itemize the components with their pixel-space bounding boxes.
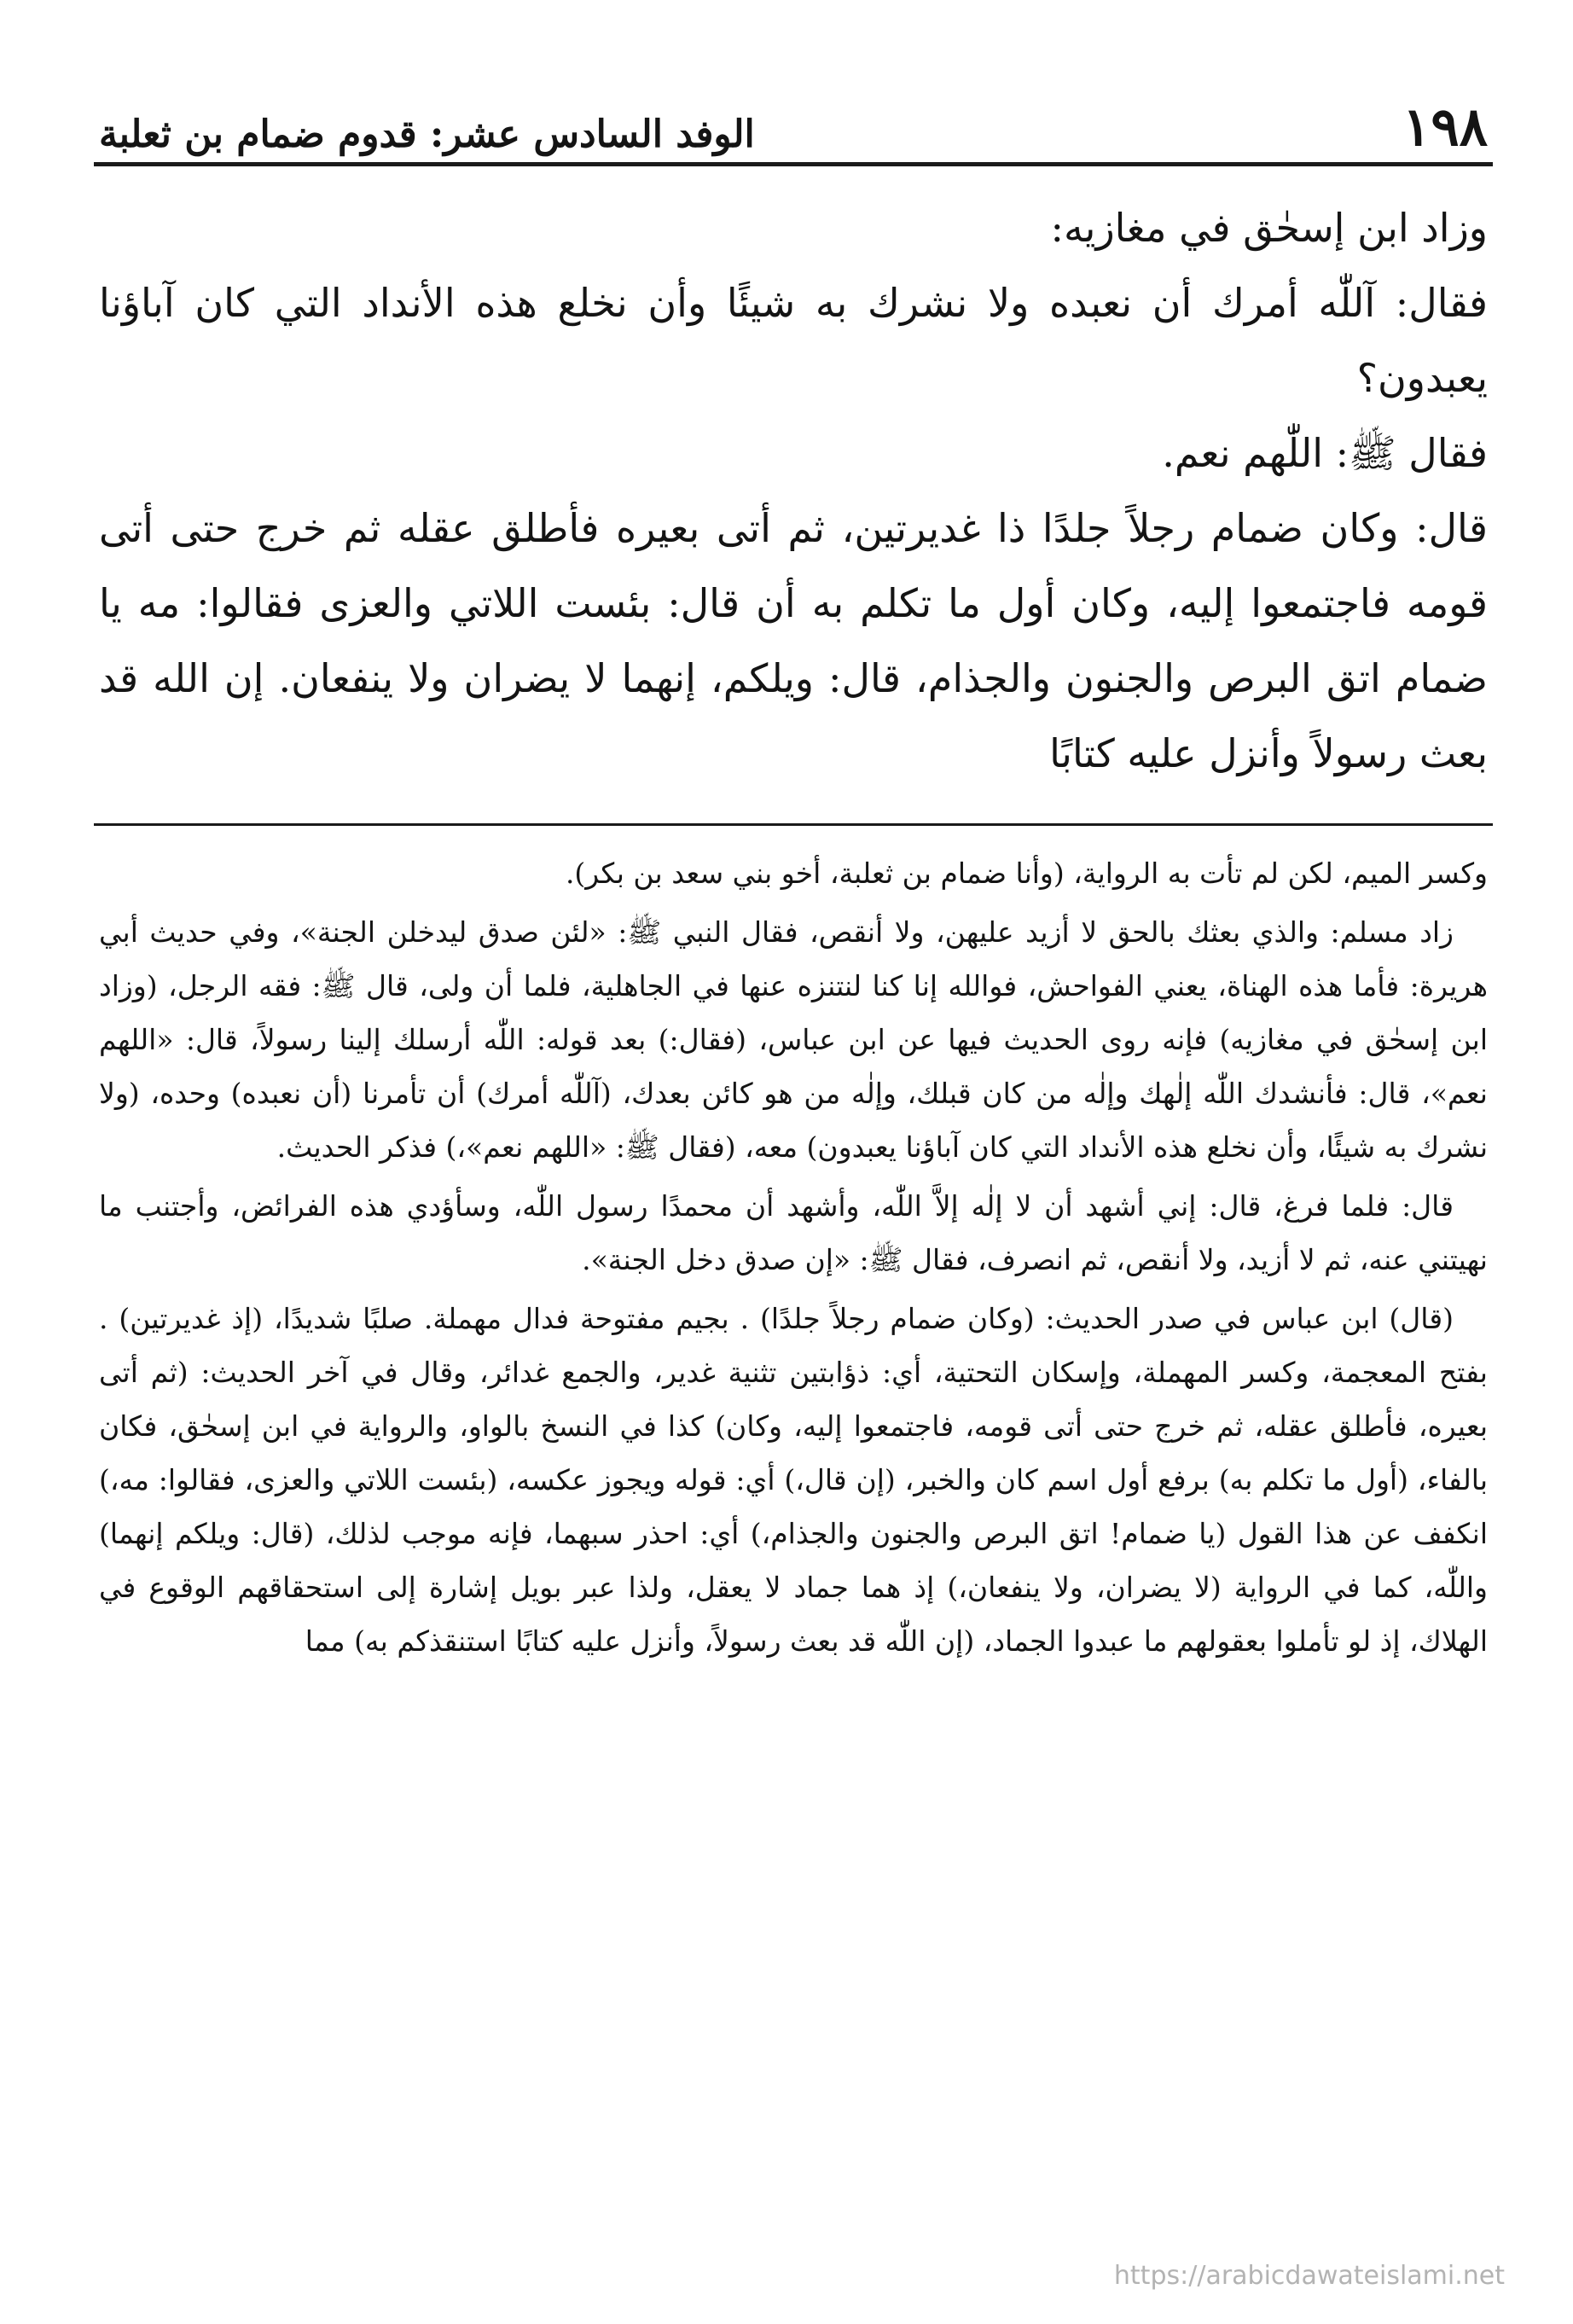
commentary-paragraph: زاد مسلم: والذي بعثك بالحق لا أزيد عليهن، ولا أنقص، فقال النبي ﷺ: «لئن صدق ليدخلن الجنة»، وفي حديث أبي هريرة: فأما هذه الهناة، يعني الفواحش، فوالله إنا كنا لنتنزه عنها في الجاهلية، فلما أن ولى، قال ﷺ: فقه الرجل، (وزاد ابن إسحٰق في مغازيه) فإنه روى الحديث فيها عن ابن عباس، (فقال:) بعد قوله: اللّٰه أرسلك إلينا رسولاً، قال: «اللهم نعم»، قال: فأنشدك اللّٰه إلٰهك وإلٰه من كان قبلك، وإلٰه من هو كائن بعدك، (آللّٰه أمرك) أن تأمرنا (أن نعبده) وحده، (ولا نشرك به شيئًا، وأن نخلع هذه الأنداد التي كان آباؤنا يعبدون) معه، (فقال ﷺ: «اللهم نعم»،) فذكر الحديث.	[99, 915, 1488, 1164]
main-text-paragraph: فقال: آللّٰه أمرك أن نعبده ولا نشرك به شيئًا وأن نخلع هذه الأنداد التي كان آباؤنا يعبدون؟	[99, 280, 1488, 401]
main-text-paragraph: قال: وكان ضمام رجلاً جلدًا ذا غديرتين، ثم أتى بعيره فأطلق عقله ثم خرج حتى أتى قومه فاجتمعوا إليه، وكان أول ما تكلم به أن قال: بئست اللاتي والعزى فقالوا: مه يا ضمام اتق البرص والجنون والجذام، قال: ويلكم، إنهما لا يضران ولا ينفعان. إن الله قد بعث رسولاً وأنزل عليه كتابًا	[99, 505, 1488, 776]
commentary-paragraph: قال: فلما فرغ، قال: إني أشهد أن لا إلٰه إلاَّ اللّٰه، وأشهد أن محمدًا رسول اللّٰه، وسأؤدي هذه الفرائض، وأجتنب ما نهيتني عنه، ثم لا أزيد، ولا أنقص، ثم انصرف، فقال ﷺ: «إن صدق دخل الجنة».	[99, 1189, 1488, 1276]
page-number: ١٩٨	[1402, 96, 1488, 158]
commentary-paragraph: (قال) ابن عباس في صدر الحديث: (وكان ضمام رجلاً جلدًا) . بجيم مفتوحة فدال مهملة. صلبًا شديدًا، (إذ غديرتين) . بفتح المعجمة، وكسر المهملة، وإسكان التحتية، أي: ذؤابتين تثنية غدير، والجمع غدائر، وقال في آخر الحديث: (ثم أتى بعيره، فأطلق عقله، ثم خرج حتى أتى قومه، فاجتمعوا إليه، وكان) كذا في النسخ بالواو، والرواية في ابن إسحٰق، فكان بالفاء، (أول ما تكلم به) برفع أول اسم كان والخبر، (إن قال،) أي: قوله ويجوز عكسه، (بئست اللاتي والعزى، فقالوا: مه،) انكفف عن هذا القول (يا ضمام! اتق البرص والجنون والجذام،) أي: احذر سبهما، فإنه موجب لذلك، (قال: ويلكم إنهما) واللّٰه، كما في الرواية (لا يضران، ولا ينفعان،) إذ هما جماد لا يعقل، ولذا عبر بويل إشارة إلى استحقاقهم الوقوع في الهلاك، إذ لو تأملوا بعقولهم ما عبدوا الجماد، (إن اللّٰه قد بعث رسولاً، وأنزل عليه كتابًا استنقذكم به) مما	[99, 1302, 1488, 1658]
site-watermark: https://arabicdawateislami.net	[1113, 2261, 1505, 2291]
running-header	[94, 81, 1493, 166]
main-text-paragraph: فقال ﷺ: اللّٰهم نعم.	[1162, 430, 1488, 476]
main-text-paragraph: وزاد ابن إسحٰق في مغازيه:	[1050, 205, 1488, 251]
main-text-block	[94, 190, 1493, 791]
commentary-paragraph: وكسر الميم، لكن لم تأت به الرواية، (وأنا ضمام بن ثعلبة، أخو بني سعد بن بكر).	[565, 857, 1488, 890]
commentary-block	[94, 846, 1493, 1668]
book-page	[94, 81, 1493, 1673]
chapter-title: الوفد السادس عشر: قدوم ضمام بن ثعلبة	[99, 113, 755, 156]
footnote-divider	[94, 823, 1493, 826]
